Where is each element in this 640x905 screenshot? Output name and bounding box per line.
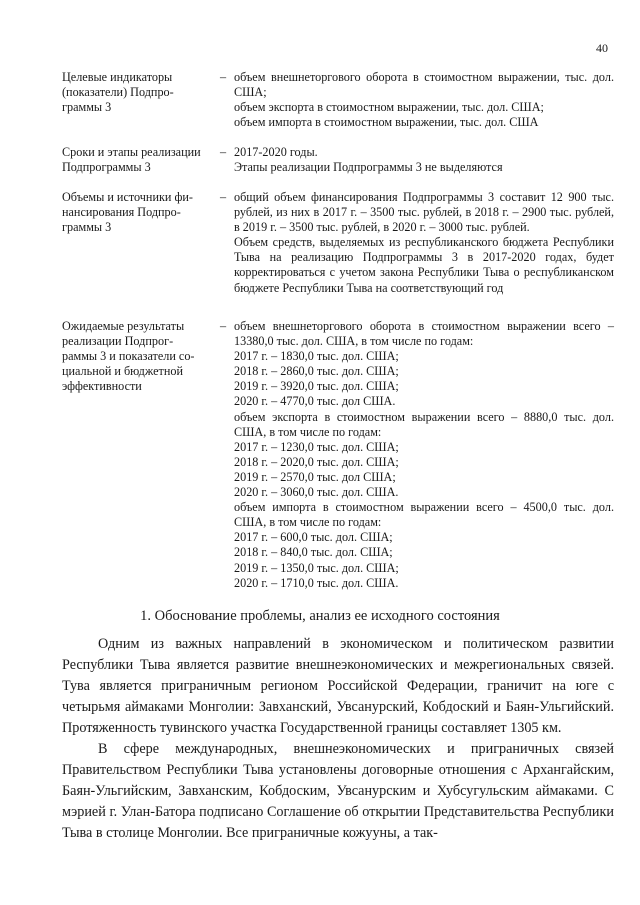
row-value: объем внешнеторгового оборота в стоимостном выражении всего – 13380,0 тыс. дол. США, в том числе по годам: 2017 г. – 1830,0 тыс. дол. США; 2018 г. – 2860,0 тыс. дол. США; 2019 г. – 3920,0 тыс. дол. США; 2020 г. – 4770,0 тыс. дол США. объем экспорта в стоимостном выражении всего – 8880,0 тыс. дол. США, в том числе по годам: 2017 г. – 1230,0 тыс. дол. США; 2018 г. – 2020,0 тыс. дол. США; 2019 г. – 2570,0 тыс. дол США; 2020 г. – 3060,0 тыс. дол. США. объем импорта в стоимостном выражении всего – 4500,0 тыс. дол. США, в том числе по годам: 2017 г. – 600,0 тыс. дол. США; 2018 г. – 840,0 тыс. дол. США; 2019 г. – 1350,0 тыс. дол. США; 2020 г. – 1710,0 тыс. дол. США. <box>234 319 614 590</box>
section-body <box>62 634 614 844</box>
section-heading: 1. Обоснование проблемы, анализ ее исходного состояния <box>140 608 500 624</box>
table-row-funding <box>62 190 614 319</box>
row-label: Целевые индикаторы (показатели) Подпро- граммы 3 <box>62 70 174 115</box>
row-dash: – <box>219 319 227 333</box>
body-paragraph: В сфере международных, внешнеэкономических и приграничных связей Правительством Республики Тыва установлены договорные отношения с Архангайским, Баян-Ульгийским, Завханским, Кобдоским, Увсанурским и Хубсугульским аймаками. С мэрией г. Улан-Батора подписано Соглашение об открытии Представительства Республики Тыва в столице Монголии. Все приграничные кожууны, а так- <box>62 741 614 841</box>
page-number: 40 <box>596 41 608 55</box>
row-dash: – <box>219 190 227 204</box>
row-value: общий объем финансирования Подпрограммы 3 составит 12 900 тыс. рублей, из них в 2017 г. – 3500 тыс. рублей, в 2018 г. – 2900 тыс. рублей, в 2019 г. – 3500 тыс. рублей, в 2020 г. – 3000 тыс. рублей. Объем средств, выделяемых из республиканского бюджета Республики Тыва на реализацию Подпрограммы 3 в 2017-2020 годах, будет корректироваться с учетом закона Республики Тыва о республиканском бюджете Республики Тыва на соответствующий год <box>234 190 614 295</box>
row-dash: – <box>219 70 227 84</box>
row-label: Сроки и этапы реализации Подпрограммы 3 <box>62 145 201 175</box>
row-value: объем внешнеторгового оборота в стоимостном выражении, тыс. дол. США; объем экспорта в стоимостном выражении, тыс. дол. США; объем импорта в стоимостном выражении, тыс. дол. США <box>234 70 614 130</box>
passport-table <box>62 70 614 591</box>
row-dash: – <box>219 145 227 159</box>
body-paragraph: Одним из важных направлений в экономическом и политическом развитии Республики Тыва является развитие внешнеэкономических и межрегиональных связей. Тува является приграничным регионом Российской Федерации, граничит на юге с четырьмя аймаками Монголии: Завханский, Увсанурский, Кобдоский и Баян-Ульгийский. Протяженность тувинского участка Государственной границы составляет 1305 км. <box>62 636 614 736</box>
row-value: 2017-2020 годы. Этапы реализации Подпрограммы 3 не выделяются <box>234 145 503 175</box>
table-row-target-indicators <box>62 70 614 145</box>
table-row-timeline <box>62 145 614 190</box>
row-label: Объемы и источники фи- нансирования Подпро- граммы 3 <box>62 190 193 235</box>
table-row-expected-results <box>62 319 614 591</box>
row-label: Ожидаемые результаты реализации Подпрог- раммы 3 и показатели со- циальной и бюджетной эффективности <box>62 319 195 394</box>
